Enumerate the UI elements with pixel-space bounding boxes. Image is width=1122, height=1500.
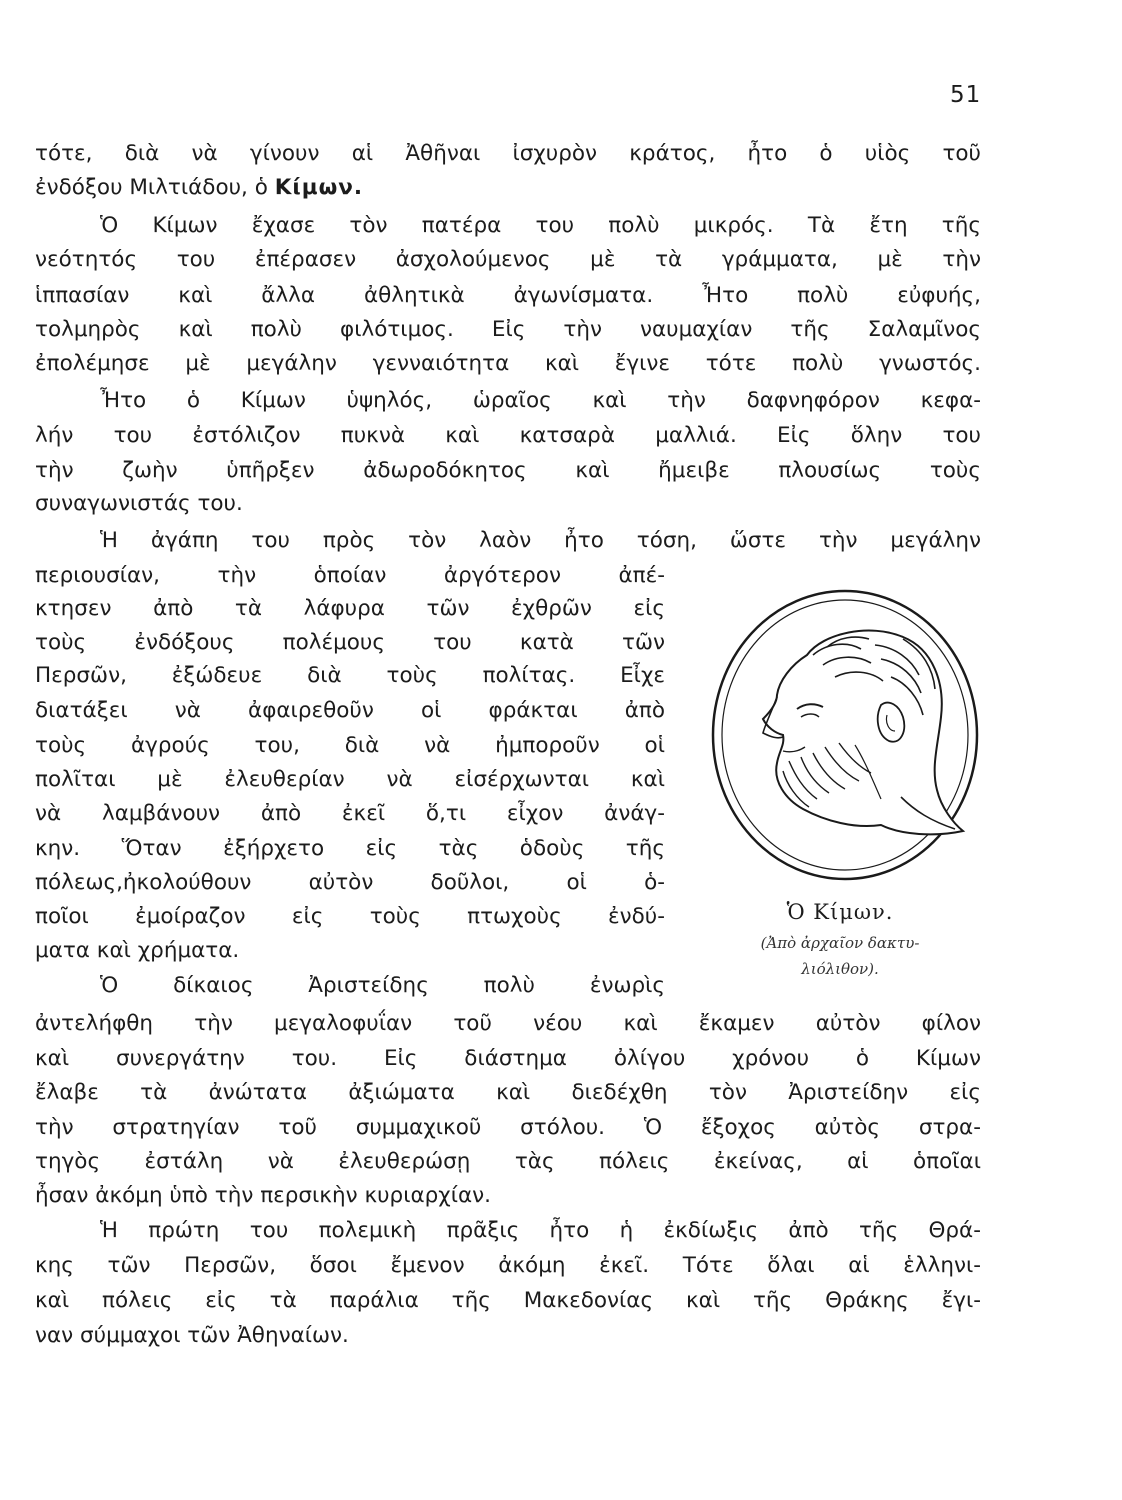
text-line: Ἡ ἀγάπη του πρὸς τὸν λαὸν ἦτο τόση, ὥστε τὴν μεγάλην (100, 528, 981, 553)
text-line: καὶ συνεργάτην του. Εἰς διάστημα ὀλίγου χρόνου ὁ Κίμων (35, 1046, 981, 1071)
text-line: Ἦτο ὁ Κίμων ὑψηλός, ὡραῖος καὶ τὴν δαφνηφόρον κεφα- (100, 388, 981, 413)
text-line-start: ἐνδόξου Μιλτιάδου, ὁ (35, 175, 268, 200)
text-line: κης τῶν Περσῶν, ὅσοι ἔμενον ἀκόμη ἐκεῖ. Τότε ὅλαι αἱ ἑλληνι- (35, 1253, 981, 1278)
text-line: λήν του ἐστόλιζον πυκνὰ καὶ κατσαρὰ μαλλιά. Εἰς ὅλην του (35, 423, 981, 448)
kimon-portrait-figure (705, 585, 985, 885)
kimon-name: Κίμων. (274, 175, 364, 200)
text-line: ματα καὶ χρήματα. (35, 938, 240, 963)
text-line: νὰ λαμβάνουν ἀπὸ ἐκεῖ ὅ,τι εἶχον ἀνάγ- (35, 801, 665, 826)
figure-source-line: λιόλιθον). (801, 960, 879, 978)
text-line: ἔλαβε τὰ ἀνώτατα ἀξιώματα καὶ διεδέχθη τὸν Ἀριστείδην εἰς (35, 1080, 981, 1105)
page-number: 51 (950, 82, 982, 108)
text-line: Ἡ πρώτη του πολεμικὴ πρᾶξις ἦτο ἡ ἐκδίωξις ἀπὸ τῆς Θρά- (100, 1218, 981, 1243)
text-line: τολμηρὸς καὶ πολὺ φιλότιμος. Εἰς τὴν ναυμαχίαν τῆς Σαλαμῖνος (35, 317, 981, 342)
text-line: τὴν στρατηγίαν τοῦ συμμαχικοῦ στόλου. Ὁ ἔξοχος αὐτὸς στρα- (35, 1115, 981, 1140)
text-line: Ὁ δίκαιος Ἀριστείδης πολὺ ἐνωρὶς (100, 973, 665, 998)
text-line: ἦσαν ἀκόμη ὑπὸ τὴν περσικὴν κυριαρχίαν. (35, 1183, 492, 1208)
text-line: τοὺς ἐνδόξους πολέμους του κατὰ τῶν (35, 630, 665, 655)
text-line: πολῖται μὲ ἐλευθερίαν νὰ εἰσέρχωνται καὶ (35, 767, 665, 792)
text-line: περιουσίαν, τὴν ὁποίαν ἀργότερον ἀπέ- (35, 563, 665, 588)
text-line: καὶ πόλεις εἰς τὰ παράλια τῆς Μακεδονίας καὶ τῆς Θράκης ἔγι- (35, 1288, 981, 1313)
figure-caption: Ὁ Κίμων. (786, 900, 894, 924)
text-line: συναγωνιστάς του. (35, 491, 243, 516)
text-line (35, 172, 981, 204)
text-line: Περσῶν, ἐξώδευε διὰ τοὺς πολίτας. Εἶχε (35, 663, 665, 688)
text-line: διατάξει νὰ ἀφαιρεθοῦν οἱ φράκται ἀπὸ (35, 698, 665, 723)
text-line: κτησεν ἀπὸ τὰ λάφυρα τῶν ἐχθρῶν εἰς (35, 596, 665, 621)
text-line: πόλεως,ἠκολούθουν αὐτὸν δοῦλοι, οἱ ὁ- (35, 870, 665, 895)
figure-source (715, 930, 965, 982)
text-line: Ὁ Κίμων ἔχασε τὸν πατέρα του πολὺ μικρός. Τὰ ἔτη τῆς (100, 213, 981, 238)
text-line: νεότητός του ἐπέρασεν ἀσχολούμενος μὲ τὰ γράμματα, μὲ τὴν (35, 247, 981, 272)
text-line: ποῖοι ἐμοίραζον εἰς τοὺς πτωχοὺς ἐνδύ- (35, 904, 665, 929)
text-line: ναν σύμμαχοι τῶν Ἀθηναίων. (35, 1323, 349, 1348)
text-line: τοὺς ἀγρούς του, διὰ νὰ ἠμποροῦν οἱ (35, 733, 665, 758)
text-line: τότε, διὰ νὰ γίνουν αἱ Ἀθῆναι ἰσχυρὸν κράτος, ἦτο ὁ υἱὸς τοῦ (35, 141, 981, 166)
text-line: τὴν ζωὴν ὑπῆρξεν ἀδωροδόκητος καὶ ἤμειβε πλουσίως τοὺς (35, 458, 981, 483)
text-line: τηγὸς ἐστάλη νὰ ἐλευθερώσῃ τὰς πόλεις ἐκείνας, αἱ ὁποῖαι (35, 1149, 981, 1174)
kimon-portrait-illustration (705, 585, 985, 885)
text-line: κην. Ὅταν ἐξήρχετο εἰς τὰς ὁδοὺς τῆς (35, 836, 665, 861)
text-line: ἀντελήφθη τὴν μεγαλοφυΐαν τοῦ νέου καὶ ἔκαμεν αὐτὸν φίλον (35, 1011, 981, 1036)
text-line: ἐπολέμησε μὲ μεγάλην γενναιότητα καὶ ἔγινε τότε πολὺ γνωστός. (35, 351, 981, 376)
figure-source-line: (Ἀπὸ ἀρχαῖον δακτυ- (760, 934, 920, 952)
text-line: ἱππασίαν καὶ ἄλλα ἀθλητικὰ ἀγωνίσματα. Ἦτο πολὺ εὐφυής, (35, 283, 981, 308)
